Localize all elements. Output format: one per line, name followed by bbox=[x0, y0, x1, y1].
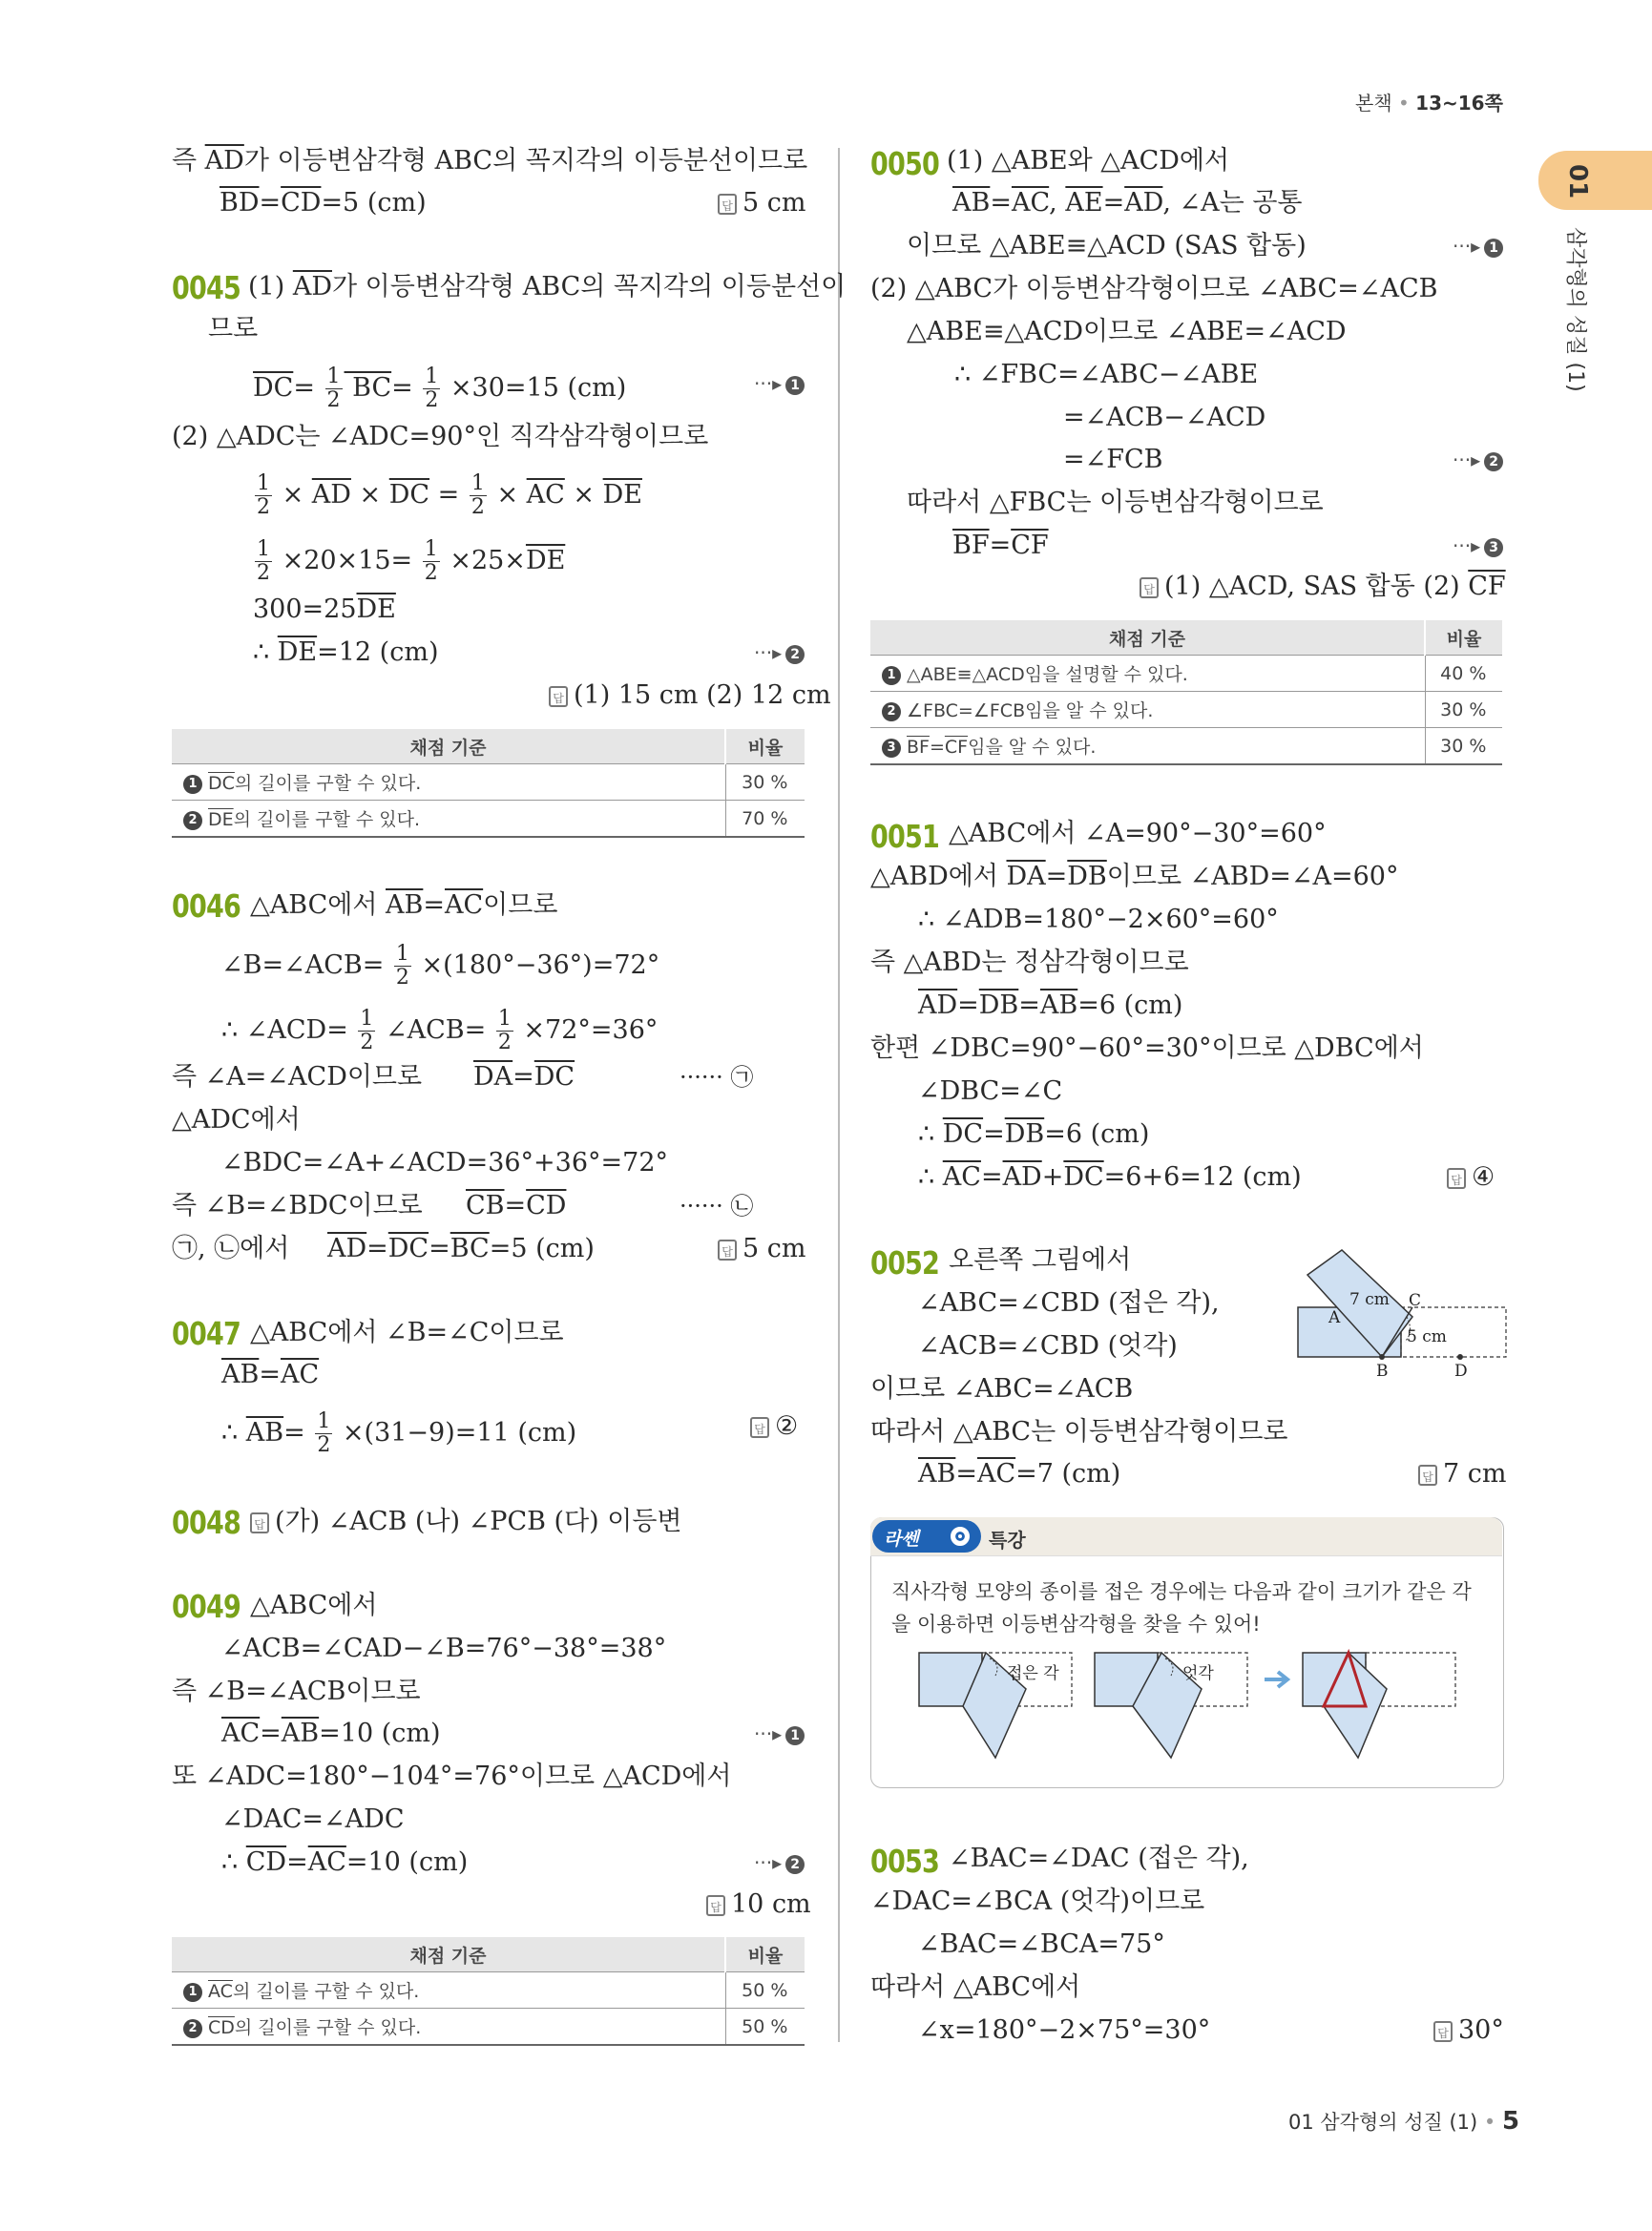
table-row: 1 $\overline{AC}$의 길이를 구할 수 있다. 50 % bbox=[172, 1972, 805, 2009]
tip-target-icon bbox=[951, 1527, 970, 1546]
tip-tag: 특강 bbox=[989, 1529, 1026, 1552]
p0052-line-2: ∠ABC=∠CBD (접은 각), bbox=[918, 1288, 1220, 1318]
scoring-table-0045 bbox=[172, 729, 805, 838]
p0047-answer: 답 ② bbox=[750, 1410, 798, 1443]
ratio-header: 비율 bbox=[1425, 620, 1502, 656]
footer-chapter: 01 삼각형의 성질 (1) bbox=[1288, 2111, 1478, 2134]
p0050-line-10: $\overline{BF}=\overline{CF}$ bbox=[952, 531, 1049, 560]
label-7cm: 7 cm bbox=[1349, 1290, 1390, 1309]
tip-brand: 라쎈 bbox=[884, 1529, 919, 1550]
tip-text-2: 을 이용하면 이등변삼각형을 찾을 수 있어! bbox=[891, 1613, 1261, 1636]
p0052-line-4: 이므로 ∠ABC=∠ACB bbox=[870, 1374, 1134, 1404]
top-answer: 답 5 cm bbox=[718, 187, 806, 219]
criteria-header: 채점 기준 bbox=[870, 620, 1425, 656]
p0051-line-5: $\overline{AD}=\overline{DB}=\overline{AB}=6$ (cm) bbox=[918, 990, 1183, 1020]
p0053-line-1: ∠BAC=∠DAC (접은 각), bbox=[949, 1844, 1249, 1873]
step-marker-2: ···▸ 2 bbox=[754, 1851, 805, 1874]
problem-number-0045: 0045 bbox=[172, 269, 241, 306]
label-5cm: 5 cm bbox=[1407, 1327, 1447, 1346]
p0050-line-6: ∴ ∠FBC=∠ABC−∠ABE bbox=[954, 360, 1259, 389]
p0046-mark-b: ······ ㉡ bbox=[680, 1193, 754, 1220]
p0050-line-1: (1) △ABE와 △ACD에서 bbox=[947, 146, 1230, 176]
p0045-line-4: $\frac{1}{2}$ × $\overline{AD} \times \overline{DC}$ = $\frac{1}{2}$ × $\overline{AC} \times \overline{DE}$ bbox=[257, 471, 642, 519]
table-row: 1 △ABE≡△ACD임을 설명할 수 있다. 40 % bbox=[870, 656, 1502, 692]
tip-figures bbox=[911, 1643, 1465, 1767]
p0053-line-4: 따라서 △ABC에서 bbox=[870, 1972, 1081, 2002]
scoring-table-0049 bbox=[172, 1937, 805, 2046]
p0051-line-9: ∴ $\overline{AC}=\overline{AD}+\overline{DC}=6+6=12$ (cm) bbox=[918, 1162, 1302, 1192]
answer-icon: 답 bbox=[718, 194, 737, 215]
p0046-line-5: △ADC에서 bbox=[172, 1105, 301, 1135]
problem-number-0046: 0046 bbox=[172, 887, 241, 925]
p0051-answer: 답 ④ bbox=[1447, 1161, 1495, 1194]
p0052-line-1: 오른쪽 그림에서 bbox=[949, 1245, 1132, 1275]
p0053-line-2: ∠DAC=∠BCA (엇각)이므로 bbox=[870, 1887, 1205, 1916]
p0049-line-4: $\overline{AC}=\overline{AB}=10$ (cm) bbox=[221, 1719, 441, 1748]
p0047-line-2: $\overline{AB}=\overline{AC}$ bbox=[221, 1360, 320, 1389]
table-row: 2 $\overline{CD}$의 길이를 구할 수 있다. 50 % bbox=[172, 2009, 805, 2046]
p0050-line-9: 따라서 △FBC는 이등변삼각형이므로 bbox=[907, 488, 1324, 517]
step-marker-2: ···▸ 2 bbox=[1453, 448, 1503, 471]
problem-number-0047: 0047 bbox=[172, 1315, 241, 1352]
p0051-line-6: 한편 ∠DBC=90°−60°=30°이므로 △DBC에서 bbox=[870, 1033, 1424, 1063]
header-sep: • bbox=[1398, 92, 1410, 115]
p0049-line-5: 또 ∠ADC=180°−104°=76°이므로 △ACD에서 bbox=[172, 1762, 732, 1791]
ratio-header: 비율 bbox=[725, 1937, 805, 1972]
fraction-half: $\frac{1}{2}$ bbox=[425, 365, 439, 412]
p0046-line-4b: $\overline{DA}=\overline{DC}$ bbox=[473, 1062, 575, 1092]
p0045-line-5: $\frac{1}{2}$ ×20×15= $\frac{1}{2}$ $\times 25\times\overline{DE}$ bbox=[257, 537, 566, 585]
p0051-line-3: ∴ ∠ADB=180°−2×60°=60° bbox=[918, 905, 1279, 934]
p0052-line-5: 따라서 △ABC는 이등변삼각형이므로 bbox=[870, 1417, 1288, 1447]
table-row: 2 $\overline{DE}$의 길이를 구할 수 있다. 70 % bbox=[172, 801, 805, 838]
p0046-line-8: ㉠, ㉡에서 bbox=[172, 1234, 290, 1263]
label-b: B bbox=[1376, 1362, 1389, 1381]
p0051-line-2: △ABD에서 $\overline{DA}=\overline{DB}$이므로 ∠ABD=∠A=60° bbox=[870, 862, 1399, 891]
p0051-line-8: ∴ $\overline{DC}=\overline{DB}=6$ (cm) bbox=[918, 1119, 1150, 1149]
p0049-line-2: ∠ACB=∠CAD−∠B=76°−38°=38° bbox=[221, 1634, 667, 1663]
p0047-line-3: ∴ $\overline{AB}=$ $\frac{1}{2}$ ×(31−9)=11 (cm) bbox=[221, 1409, 577, 1457]
p0049-line-3: 즉 ∠B=∠ACB이므로 bbox=[172, 1677, 421, 1706]
p0046-line-7b: $\overline{CB}=\overline{CD}$ bbox=[466, 1191, 567, 1220]
p0050-line-3: 이므로 △ABE≡△ACD (SAS 합동) bbox=[907, 231, 1307, 261]
table-row: 3 $\overline{BF}=\overline{CF}$임을 알 수 있다. 30 % bbox=[870, 728, 1502, 765]
p0046-line-1: △ABC에서 $\overline{AB}=\overline{AC}$이므로 bbox=[250, 890, 558, 920]
step-marker-1: ···▸ 1 bbox=[754, 1722, 805, 1745]
table-row: 2 ∠FBC=∠FCB임을 알 수 있다. 30 % bbox=[870, 692, 1502, 728]
step-marker-2: ···▸ 2 bbox=[754, 641, 805, 664]
p0048-answer: 답 (가) ∠ACB (나) ∠PCB (다) 이등변 bbox=[250, 1506, 682, 1538]
label-d: D bbox=[1454, 1362, 1468, 1381]
p0050-line-4: (2) △ABC가 이등변삼각형이므로 ∠ABC=∠ACB bbox=[870, 274, 1438, 303]
p0045-line-6: $300=25\overline{DE}$ bbox=[253, 594, 396, 624]
ratio-header: 비율 bbox=[725, 729, 805, 764]
p0046-line-4: 즉 ∠A=∠ACD이므로 bbox=[172, 1062, 423, 1092]
p0050-line-5: △ABE≡△ACD이므로 ∠ABE=∠ACD bbox=[907, 317, 1347, 346]
table-row: 1 $\overline{DC}$의 길이를 구할 수 있다. 30 % bbox=[172, 764, 805, 801]
fraction-half: $\frac{1}{2}$ bbox=[326, 365, 341, 412]
p0051-line-7: ∠DBC=∠C bbox=[918, 1076, 1063, 1106]
p0046-line-6: ∠BDC=∠A+∠ACD=36°+36°=72° bbox=[221, 1148, 669, 1178]
p0051-line-4: 즉 △ABD는 정삼각형이므로 bbox=[870, 948, 1189, 977]
label-a: A bbox=[1328, 1308, 1341, 1327]
p0049-line-7: ∴ $\overline{CD}=\overline{AC}=10$ (cm) bbox=[221, 1847, 469, 1877]
p0049-line-1: △ABC에서 bbox=[250, 1591, 378, 1620]
chapter-side-tab bbox=[1538, 151, 1652, 210]
p0046-line-2: ∠B=∠ACB= $\frac{1}{2}$ ×(180°−36°)=72° bbox=[221, 942, 660, 990]
criteria-header: 채점 기준 bbox=[172, 1937, 725, 1972]
page-header bbox=[1355, 88, 1503, 115]
header-pages: 13~16쪽 bbox=[1415, 92, 1503, 115]
p0045-line-1: (1) $\overline{AD}$가 이등변삼각형 ABC의 꼭지각의 이등분선이 bbox=[248, 272, 847, 302]
footer-sep: • bbox=[1483, 2111, 1496, 2134]
side-tab-title: 삼각형의 성질 (1) bbox=[1563, 227, 1587, 392]
problem-number-0048: 0048 bbox=[172, 1504, 241, 1541]
p0052-line-3: ∠ACB=∠CBD (엇각) bbox=[918, 1331, 1178, 1361]
step-marker-3: ···▸ 3 bbox=[1453, 534, 1503, 557]
p0046-line-8b: $\overline{AD}=\overline{DC}=\overline{BC}=5$ (cm) bbox=[327, 1234, 595, 1263]
page-footer bbox=[1288, 2107, 1519, 2136]
header-book: 본책 bbox=[1355, 92, 1392, 115]
point-d bbox=[1457, 1354, 1463, 1360]
p0049-answer: 답 10 cm bbox=[706, 1888, 811, 1921]
p0050-line-7: =∠ACB−∠ACD bbox=[1063, 403, 1266, 432]
top-line-2: $\overline{BD}=\overline{CD}=5$ (cm) bbox=[220, 188, 427, 218]
point-b bbox=[1379, 1354, 1385, 1360]
p0046-line-3: ∴ ∠ACD= $\frac{1}{2}$ ∠ACB= $\frac{1}{2}$ ×72°=36° bbox=[221, 1007, 659, 1054]
problem-number-0050: 0050 bbox=[870, 145, 940, 182]
problem-number-0051: 0051 bbox=[870, 818, 940, 855]
step-marker-1: ···▸ 1 bbox=[754, 372, 805, 395]
p0046-line-7: 즉 ∠B=∠BDC이므로 bbox=[172, 1191, 423, 1220]
p0053-line-5: ∠x=180°−2×75°=30° bbox=[918, 2015, 1211, 2045]
p0046-answer: 답 5 cm bbox=[718, 1233, 806, 1265]
p0046-mark-a: ······ ㉠ bbox=[680, 1064, 754, 1091]
scoring-table-0050 bbox=[870, 620, 1502, 765]
problem-number-0049: 0049 bbox=[172, 1588, 241, 1625]
p0052-answer: 답 7 cm bbox=[1418, 1458, 1507, 1491]
arrow-right-icon bbox=[1265, 1672, 1287, 1687]
criteria-header: 채점 기준 bbox=[172, 729, 725, 764]
label-c: C bbox=[1409, 1291, 1422, 1310]
side-tab-number: 01 bbox=[1563, 164, 1592, 199]
p0045-line-2: $\overline{DC}=$ $\frac{1}{2}$ BC= $\frac{1}{2}$ ×30=15 (cm) bbox=[253, 365, 627, 412]
p0052-line-6: $\overline{AB}=\overline{AC}=7$ (cm) bbox=[918, 1459, 1121, 1489]
p0050-line-8: =∠FCB bbox=[1063, 445, 1163, 474]
p0050-answer: 답 (1) △ACD, SAS 합동 (2) $\overline{CF}$ bbox=[1140, 571, 1506, 603]
tip-label-alternate-angle: 엇각 bbox=[1182, 1664, 1214, 1683]
tip-label-folded-angle: 접은 각 bbox=[1007, 1664, 1059, 1683]
problem-number-0052: 0052 bbox=[870, 1244, 940, 1282]
p0050-line-2: $\overline{AB}=\overline{AC}$, $\overline{AE}=\overline{AD}$, ∠A는 공통 bbox=[952, 188, 1303, 218]
p0045-line-7: ∴ $\overline{DE}=12$ (cm) bbox=[253, 637, 439, 667]
tip-text-1: 직사각형 모양의 종이를 접은 경우에는 다음과 같이 크기가 같은 각 bbox=[891, 1580, 1472, 1603]
p0045-answer: 답 (1) 15 cm (2) 12 cm bbox=[549, 679, 831, 712]
p0053-answer: 답 30° bbox=[1433, 2014, 1504, 2047]
p0053-line-3: ∠BAC=∠BCA=75° bbox=[918, 1929, 1165, 1959]
top-line-1: 즉 $\overline{AD}$가 이등변삼각형 ABC의 꼭지각의 이등분선이므로 bbox=[172, 146, 808, 176]
problem-number-0053: 0053 bbox=[870, 1843, 940, 1880]
p0049-line-6: ∠DAC=∠ADC bbox=[221, 1804, 405, 1834]
p0045-line-3: (2) △ADC는 ∠ADC=90°인 직각삼각형이므로 bbox=[172, 422, 709, 451]
p0051-line-1: △ABC에서 ∠A=90°−30°=60° bbox=[949, 819, 1327, 848]
p0047-line-1: △ABC에서 ∠B=∠C이므로 bbox=[250, 1318, 564, 1347]
column-divider bbox=[838, 148, 840, 2042]
folded-paper-figure bbox=[1296, 1246, 1508, 1389]
step-marker-1: ···▸ 1 bbox=[1453, 235, 1503, 258]
p0045-line-1b: 므로 bbox=[208, 314, 259, 344]
page-number: 5 bbox=[1501, 2107, 1520, 2136]
